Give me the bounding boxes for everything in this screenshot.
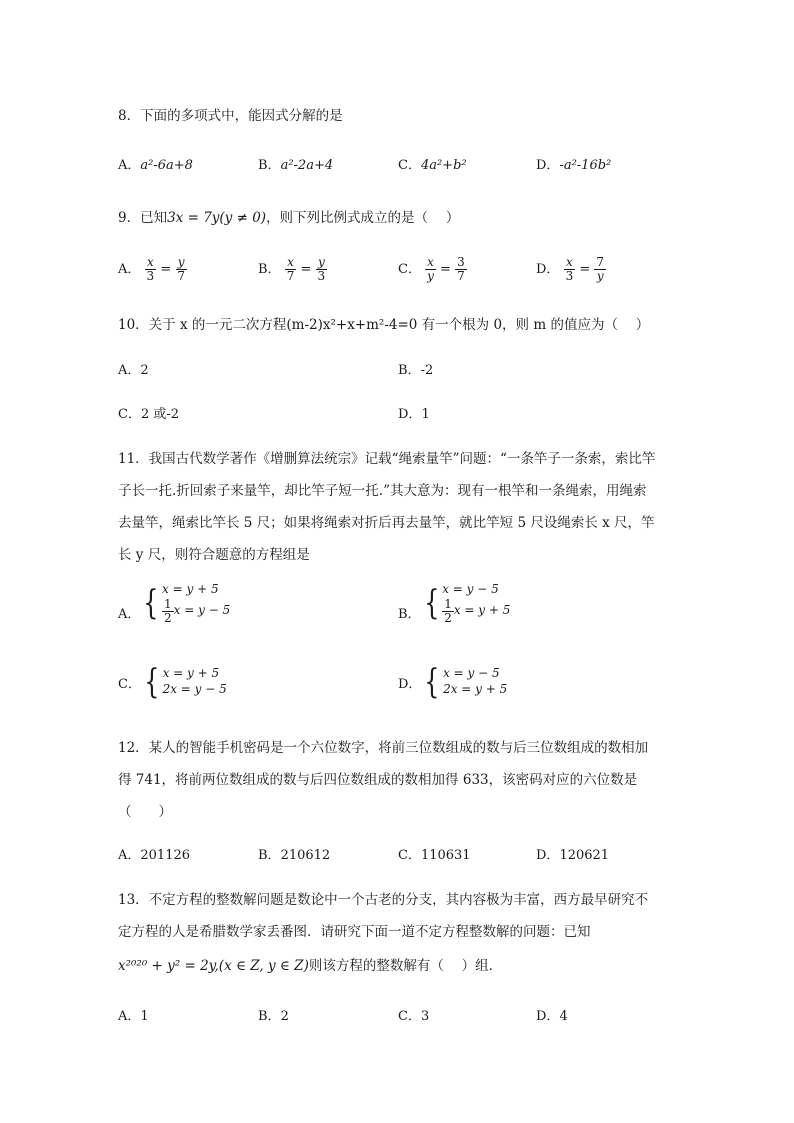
question-11-line-2: 子长一托.折回索子来量竿，却比竿子短一托.”其大意为：现有一根竿和一条绳索，用绳索	[118, 483, 647, 499]
q11-option-a[interactable]	[118, 582, 230, 625]
question-12-line-3: （ ）	[118, 804, 172, 820]
fraction: $\frac{1}{2}$	[444, 596, 452, 625]
q9-option-d[interactable]: D． $\frac{x}{3}$ = $\frac{7}{y}$	[536, 255, 605, 284]
question-13-line-3: x²⁰²⁰ + y² = 2y,(x ∈ Z, y ∈ Z)则该方程的整数解有（ ）组．	[118, 958, 503, 974]
fraction: $\frac{x}{y}$	[427, 255, 434, 284]
equation-system: B． { x = y − 5 $\frac{1}{2}$ x = y + 5	[398, 582, 511, 625]
brace-icon: {	[144, 662, 160, 702]
q13-option-d[interactable]: D．4	[536, 1009, 568, 1024]
q12-option-c[interactable]: C．110631	[398, 848, 471, 863]
fraction: $\frac{7}{y}$	[596, 255, 605, 284]
fraction: $\frac{3}{7}$	[457, 255, 465, 284]
fraction: $\frac{y}{7}$	[177, 255, 185, 284]
q8-option-b[interactable]: B．a²-2a+4	[258, 158, 334, 173]
q9-option-c[interactable]: C． $\frac{x}{y}$ = $\frac{3}{7}$	[398, 255, 465, 284]
fraction: $\frac{x}{3}$	[565, 255, 574, 284]
equation-system: D． { x = y − 5 2x = y + 5	[398, 662, 508, 702]
q10-option-c[interactable]: C．2 或-2	[118, 407, 180, 422]
q13-option-b[interactable]: B．2	[258, 1009, 289, 1024]
q8-option-d[interactable]: D．-a²-16b²	[536, 158, 612, 173]
q8-option-c[interactable]: C．4a²+b²	[398, 158, 467, 173]
brace-icon: {	[423, 583, 439, 624]
fraction: $\frac{x}{7}$	[286, 255, 295, 284]
q13-option-c[interactable]: C．3	[398, 1009, 430, 1024]
q12-option-a[interactable]: A．201126	[118, 848, 191, 863]
q12-option-b[interactable]: B．210612	[258, 848, 331, 863]
question-11-line-4: 长 y 尺，则符合题意的方程组是	[118, 547, 310, 563]
fraction: $\frac{1}{2}$	[164, 596, 172, 625]
q9-option-b[interactable]: B． $\frac{x}{7}$ = $\frac{y}{3}$	[258, 255, 326, 284]
fraction: $\frac{y}{3}$	[317, 255, 326, 284]
question-13-line-2: 定方程的人是希腊数学家丢番图．请研究下面一道不定方程整数解的问题：已知	[118, 924, 591, 940]
q10-option-b[interactable]: B．-2	[398, 363, 434, 378]
question-11-line-1: 11．我国古代数学著作《增删算法统宗》记载“绳索量竿”问题：“一条竿子一条索，索比竿	[118, 451, 656, 467]
q11-option-b[interactable]	[398, 582, 510, 625]
question-12-line-1: 12．某人的智能手机密码是一个六位数字，将前三位数组成的数与后三位数组成的数相加	[118, 740, 649, 756]
fraction: $\frac{x}{3}$	[146, 255, 155, 284]
question-11-line-3: 去量竿，绳索比竿长 5 尺；如果将绳索对折后再去量竿，就比竿短 5 尺设绳索长 x 尺，竿	[118, 515, 655, 531]
question-13-line-1: 13．不定方程的整数解问题是数论中一个古老的分支，其内容极为丰富，西方最早研究不	[118, 892, 649, 908]
q11-option-d[interactable]	[398, 662, 508, 702]
q11-option-c[interactable]	[118, 662, 227, 702]
q9-option-a[interactable]: A． $\frac{x}{3}$ = $\frac{y}{7}$	[118, 255, 185, 284]
question-9-stem: 9．已知3x = 7y(y ≠ 0)，则下列比例式成立的是（ ）	[118, 210, 460, 226]
question-8-stem: 8．下面的多项式中，能因式分解的是	[118, 108, 343, 124]
question-10-stem: 10．关于 x 的一元二次方程(m-2)x²+x+m²-4=0 有一个根为 0，则 m 的值应为（ ）	[118, 317, 650, 333]
brace-icon: {	[143, 583, 159, 624]
q8-option-a[interactable]: A．a²-6a+8	[118, 158, 193, 173]
q10-option-a[interactable]: A．2	[118, 363, 149, 378]
q13-option-a[interactable]: A．1	[118, 1009, 149, 1024]
brace-icon: {	[424, 662, 440, 702]
q12-option-d[interactable]: D．120621	[536, 848, 610, 863]
question-12-line-2: 得 741，将前两位数组成的数与后四位数组成的数相加得 633，该密码对应的六位数是	[118, 772, 638, 788]
q10-option-d[interactable]: D．1	[398, 407, 430, 422]
equation-system: A． { x = y + 5 $\frac{1}{2}$ x = y − 5	[118, 582, 231, 625]
equation-system: C． { x = y + 5 2x = y − 5	[118, 662, 227, 702]
